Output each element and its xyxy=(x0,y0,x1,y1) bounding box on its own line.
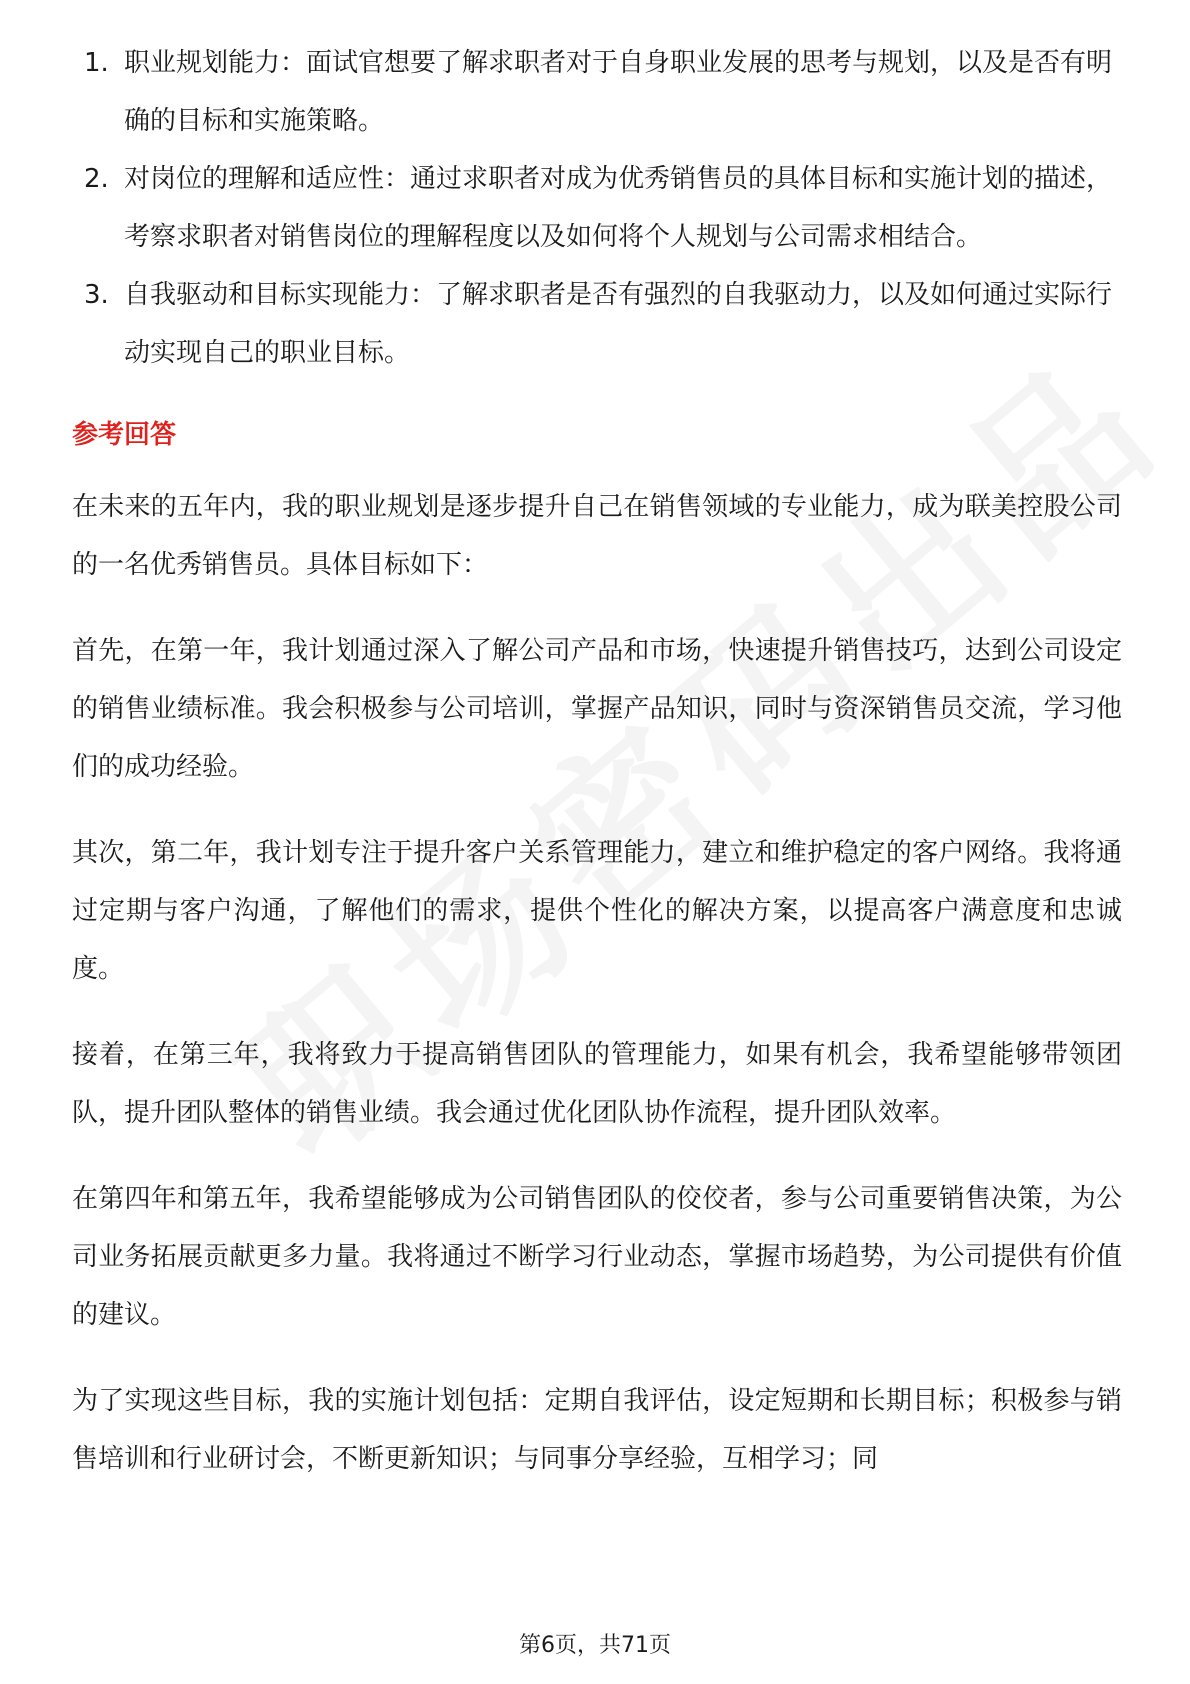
section-heading: 参考回答 xyxy=(72,420,177,450)
answer-paragraph: 接着，在第三年，我将致力于提高销售团队的管理能力，如果有机会，我希望能够带领团队，提升团队整体的销售业绩。我会通过优化团队协作流程，提升团队效率。 xyxy=(72,1040,1122,1128)
list-item-text: 自我驱动和目标实现能力：了解求职者是否有强烈的自我驱动力，以及如何通过实际行动实现自己的职业目标。 xyxy=(124,280,1113,368)
list-item xyxy=(72,34,1122,150)
list-item-number: 1. xyxy=(84,48,109,78)
list-item-number: 2. xyxy=(84,164,109,194)
page-content xyxy=(72,34,1122,1516)
list-item-number: 3. xyxy=(84,280,109,310)
list-item-text: 对岗位的理解和适应性：通过求职者对成为优秀销售员的具体目标和实施计划的描述，考察求职者对销售岗位的理解程度以及如何将个人规划与公司需求相结合。 xyxy=(124,164,1113,252)
list-item xyxy=(72,150,1122,266)
answer-paragraph: 首先，在第一年，我计划通过深入了解公司产品和市场，快速提升销售技巧，达到公司设定的销售业绩标准。我会积极参与公司培训，掌握产品知识，同时与资深销售员交流，学习他们的成功经验。 xyxy=(72,636,1122,782)
answer-paragraph: 在第四年和第五年，我希望能够成为公司销售团队的佼佼者，参与公司重要销售决策，为公司业务拓展贡献更多力量。我将通过不断学习行业动态，掌握市场趋势，为公司提供有价值的建议。 xyxy=(72,1184,1122,1330)
answer-paragraph: 在未来的五年内，我的职业规划是逐步提升自己在销售领域的专业能力，成为联美控股公司的一名优秀销售员。具体目标如下： xyxy=(72,492,1122,580)
page-number-footer: 第6页，共71页 xyxy=(519,1633,671,1658)
answer-paragraph: 为了实现这些目标，我的实施计划包括：定期自我评估，设定短期和长期目标；积极参与销售培训和行业研讨会，不断更新知识；与同事分享经验，互相学习；同 xyxy=(72,1386,1122,1474)
list-item-text: 职业规划能力：面试官想要了解求职者对于自身职业发展的思考与规划，以及是否有明确的目标和实施策略。 xyxy=(124,48,1113,136)
evaluation-criteria-list xyxy=(72,34,1122,382)
answer-paragraph: 其次，第二年，我计划专注于提升客户关系管理能力，建立和维护稳定的客户网络。我将通过定期与客户沟通，了解他们的需求，提供个性化的解决方案，以提高客户满意度和忠诚度。 xyxy=(72,838,1122,984)
list-item xyxy=(72,266,1122,382)
